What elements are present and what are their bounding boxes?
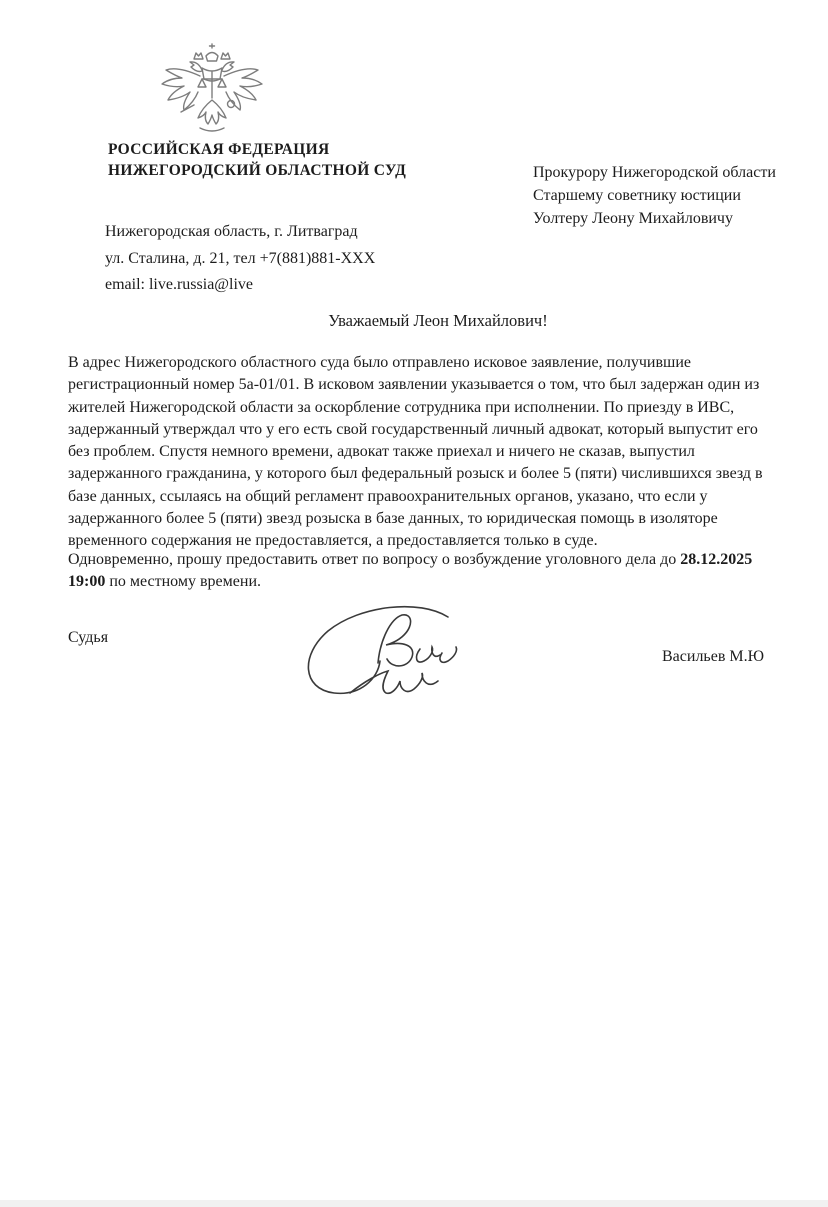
sender-email-line: email: live.russia@live — [105, 276, 254, 293]
signoff-judge-name: Васильев М.Ю — [662, 648, 765, 665]
sender-address-line: Нижегородская область, г. Литваград — [105, 223, 358, 240]
court-letterhead — [108, 139, 406, 181]
addressee-line: Прокурору Нижегородской области — [533, 164, 776, 181]
signoff-role-label: Судья — [68, 629, 109, 646]
paragraph2-text: Одновременно, прошу предоставить ответ по вопросу о возбуждение уголовного дела до — [68, 551, 681, 568]
sender-contact-block — [105, 219, 375, 299]
paragraph2-text-suffix: по местному времени. — [105, 573, 261, 591]
addressee-line: Уолтеру Леону Михайловичу — [533, 210, 733, 227]
salutation: Уважаемый Леон Михайлович! — [328, 311, 548, 330]
body-paragraph-2 — [68, 549, 776, 594]
page-bottom-edge — [0, 1200, 828, 1207]
body-paragraph-1: В адрес Нижегородского областного суда было отправлено исковое заявление, получившие регистрационный номер 5а-01/01. В исковом заявлении указывается о том, что был задержан один из жителей Нижегородской области за оскорбление сотрудника при исполнении. По приезду в ИВС, задержанный утверждал что у его есть свой государственный личный адвокат, который выпустит его без проблем. Спустя немного времени, адвокат также приехал и ничего не сказав, выпустил задержанного гражданина, у которого был федеральный розыск и более 5 (пяти) числившихся звезд в базе данных, ссылаясь на общий регламент правоохранительных органов, указано, что если у задержанного более 5 (пяти) звезд розыска в базе данных, то юридическая помощь в изоляторе временного содержания не предоставляется, а предоставляется только в суде. — [68, 354, 763, 550]
deadline-datetime: 28.12.2025 19:00 — [68, 551, 753, 591]
letterhead-country-line: РОССИЙСКАЯ ФЕДЕРАЦИЯ — [108, 141, 330, 158]
letterhead-court-line: НИЖЕГОРОДСКИЙ ОБЛАСТНОЙ СУД — [108, 162, 407, 179]
handwritten-signature-image — [290, 597, 480, 709]
addressee-block — [533, 161, 776, 230]
addressee-line: Старшему советнику юстиции — [533, 187, 741, 204]
coat-of-arms-icon — [158, 42, 266, 136]
sender-phone-line: ул. Сталина, д. 21, тел +7(881)881-XXX — [105, 249, 376, 267]
